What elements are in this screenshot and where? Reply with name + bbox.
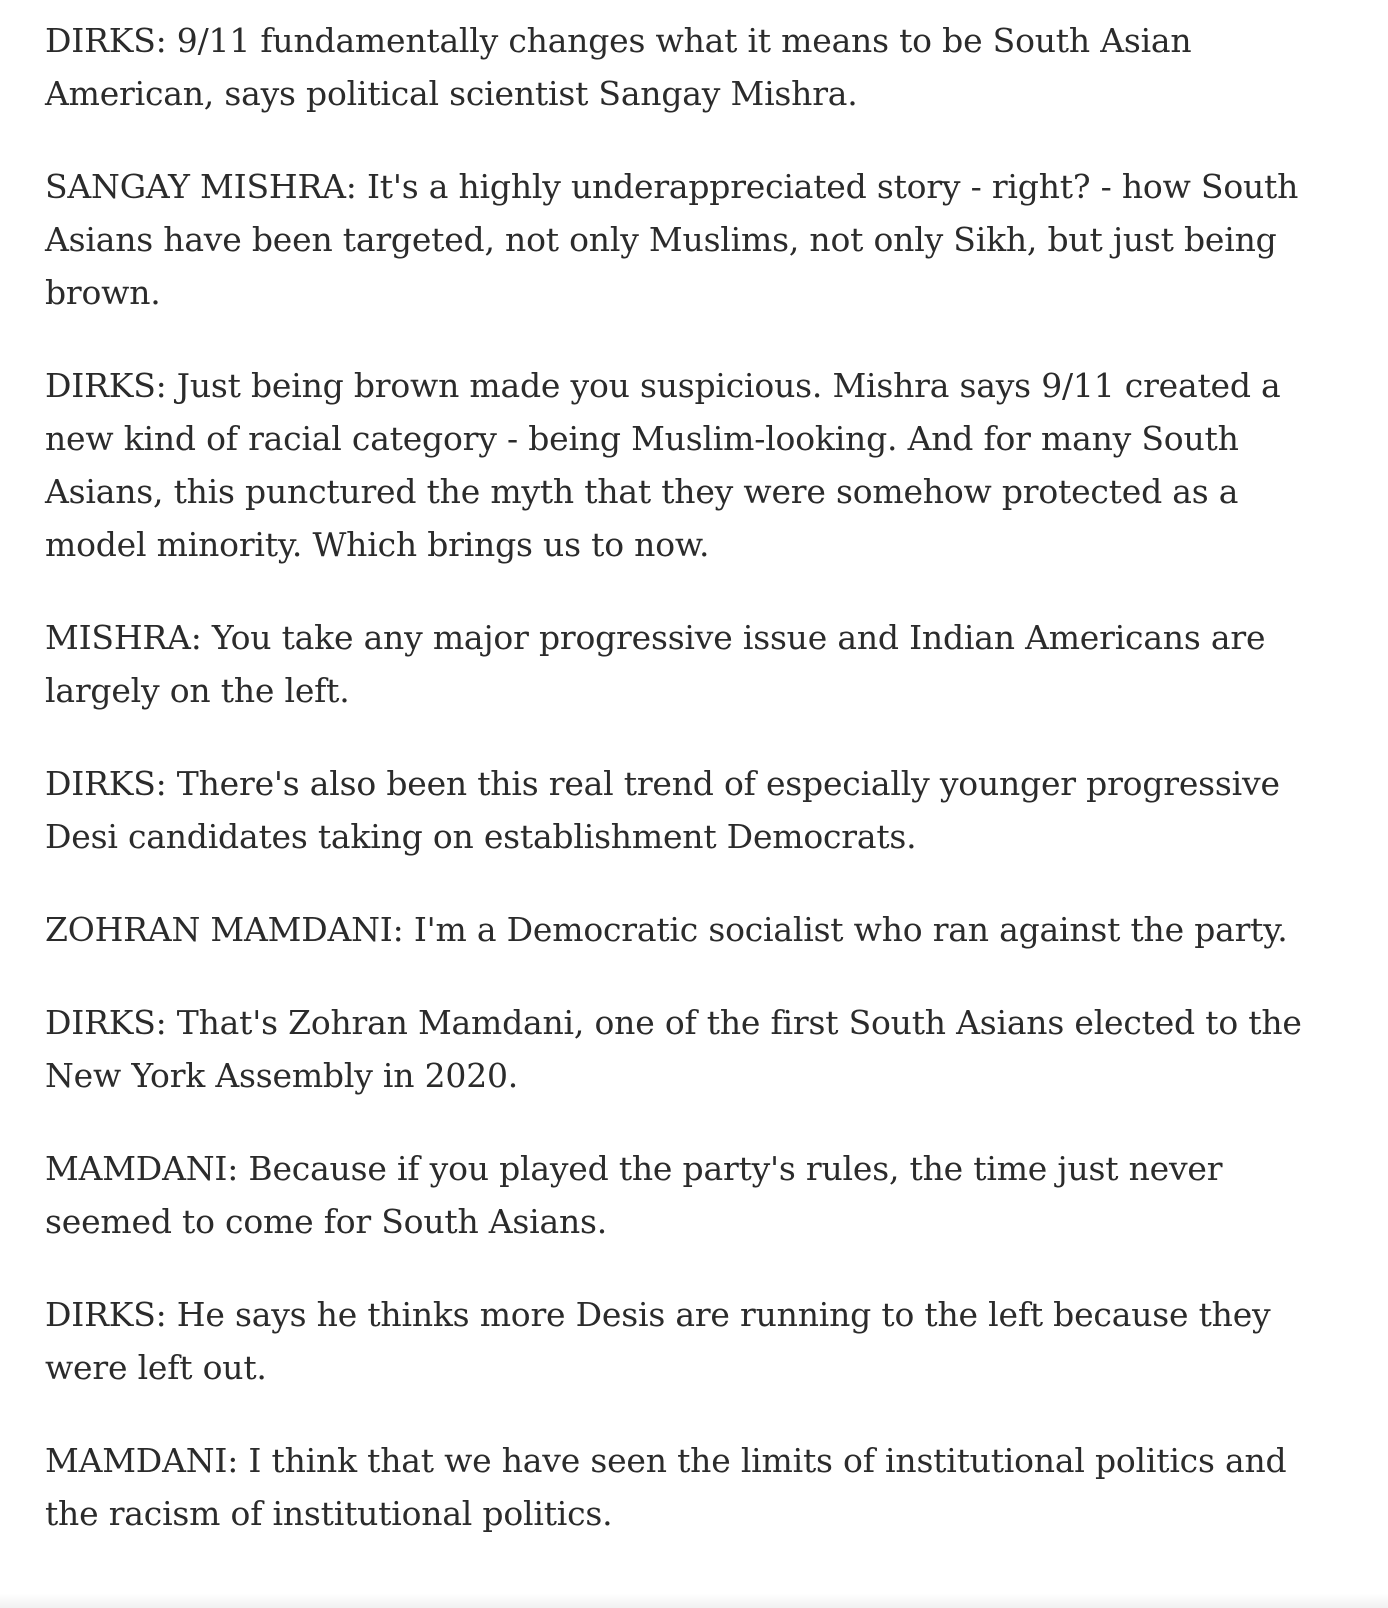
- transcript-body: [45, 14, 1335, 1580]
- transcript-paragraph: DIRKS: That's Zohran Mamdani, one of the first South Asians elected to the New York Assembly in 2020.: [45, 1003, 1302, 1095]
- transcript-paragraph: MAMDANI: Because if you played the party's rules, the time just never seemed to come for South Asians.: [45, 1149, 1223, 1241]
- bottom-edge-shade: [0, 1594, 1388, 1608]
- transcript-paragraph: MISHRA: You take any major progressive issue and Indian Americans are largely on the left.: [45, 618, 1266, 710]
- transcript-paragraph: ZOHRAN MAMDANI: I'm a Democratic socialist who ran against the party.: [45, 910, 1288, 949]
- transcript-paragraph: DIRKS: Just being brown made you suspicious. Mishra says 9/11 created a new kind of racial category - being Muslim-looking. And for many South Asians, this punctured the myth that they were somehow protected as a model minority. Which brings us to now.: [45, 366, 1281, 564]
- transcript-paragraph: MAMDANI: I think that we have seen the limits of institutional politics and the racism of institutional politics.: [45, 1441, 1287, 1533]
- transcript-paragraph: DIRKS: He says he thinks more Desis are running to the left because they were left out.: [45, 1295, 1271, 1387]
- transcript-paragraph: DIRKS: 9/11 fundamentally changes what it means to be South Asian American, says political scientist Sangay Mishra.: [45, 21, 1192, 113]
- transcript-paragraph: SANGAY MISHRA: It's a highly underappreciated story - right? - how South Asians have been targeted, not only Muslims, not only Sikh, but just being brown.: [45, 167, 1299, 312]
- transcript-paragraph: DIRKS: There's also been this real trend of especially younger progressive Desi candidates taking on establishment Democrats.: [45, 764, 1280, 856]
